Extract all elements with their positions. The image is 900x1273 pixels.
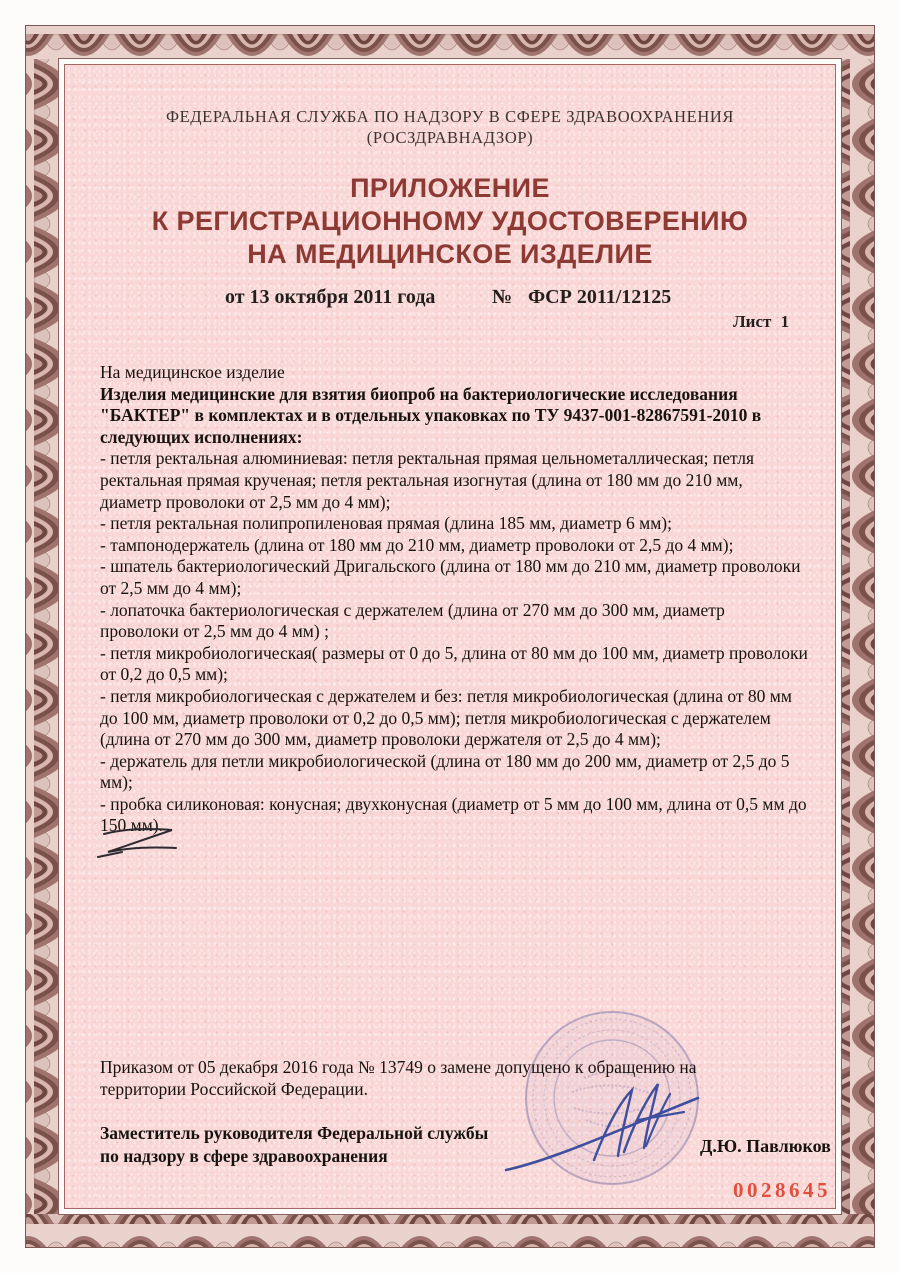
signer-title <box>100 1122 540 1168</box>
signer-title-line-1: Заместитель руководителя Федеральной службы <box>100 1123 489 1143</box>
issue-date: от 13 октября 2011 года <box>225 286 436 308</box>
device-item: - лопаточка бактериологическая с держателем (длина от 270 мм до 300 мм, диаметр проволоки от 2,5 мм до 4 мм) ; <box>100 599 725 642</box>
device-item: - держатель для петли микробиологической (длина от 180 мм до 200 мм, диаметр от 2,5 до 5 мм); <box>100 750 790 793</box>
title-line-1: ПРИЛОЖЕНИЕ <box>350 173 550 203</box>
device-item: - петля микробиологическая( размеры от 0 до 5, длина от 80 мм до 100 мм, диаметр проволоки от 0,2 до 0,5 мм); <box>100 642 808 685</box>
signer-name: Д.Ю. Павлюков <box>700 1136 831 1156</box>
signature-icon <box>498 1068 718 1183</box>
title-line-2: К РЕГИСТРАЦИОННОМУ УДОСТОВЕРЕНИЮ <box>151 206 749 236</box>
title-line-3: НА МЕДИЦИНСКОЕ ИЗДЕЛИЕ <box>247 239 653 269</box>
agency-name: ФЕДЕРАЛЬНАЯ СЛУЖБА ПО НАДЗОРУ В СФЕРЕ ЗДРАВООХРАНЕНИЯ <box>165 107 735 126</box>
certificate-number: ФСР 2011/12125 <box>528 286 672 308</box>
serial-number: 0028645 <box>733 1178 831 1202</box>
z-strike-mark-icon <box>92 824 187 869</box>
device-item: - пробка силиконовая: конусная; двухконусная (диаметр от 5 мм до 100 мм, длина от 0,5 мм до 150 мм). <box>100 793 807 836</box>
device-item: - тампонодержатель (длина от 180 мм до 210 мм, диаметр проволоки от 2,5 до 4 мм); <box>100 534 734 555</box>
product-name: Изделия медицинские для взятия биопроб на бактериологические исследования "БАКТЕР" в комплектах и в отдельных упаковках по ТУ 9437-001-82867591-2010 в следующих исполнениях: <box>100 383 762 447</box>
intro-line: На медицинское изделие <box>100 362 285 382</box>
agency-header <box>70 106 830 148</box>
agency-short-name: (РОСЗДРАВНАДЗОР) <box>366 128 534 147</box>
signer-title-line-2: по надзору в сфере здравоохранения <box>100 1146 388 1166</box>
device-item: - петля ректальная полипропиленовая прямая (длина 185 мм, диаметр 6 мм); <box>100 513 672 534</box>
number-sign: № <box>492 286 513 308</box>
order-note: Приказом от 05 декабря 2016 года № 13749 о замене допущено к обращению на территории Российской Федерации. <box>100 1057 697 1099</box>
sheet-label: Лист 1 <box>733 312 790 331</box>
device-item: - петля микробиологическая с держателем и без: петля микробиологическая (длина от 80 мм до 100 мм, диаметр проволоки от 0,2 до 0,5 мм); петля микробиологическая с держателем (длина от 270 мм до 300 мм, диаметр проволоки держателя от 2,5 до 4 мм); <box>100 685 792 750</box>
page-title <box>70 172 830 271</box>
device-description <box>100 362 808 837</box>
device-item: - шпатель бактериологический Дригальского (длина от 180 мм до 210 мм, диаметр проволоки от 2,5 мм до 4 мм); <box>100 556 801 598</box>
device-item: - петля ректальная алюминиевая: петля ректальная прямая цельнометаллическая; петля ректальная прямая крученая; петля ректальная изогнутая (длина от 180 мм до 210 мм, диаметр проволоки от 2,5 мм до 4 мм); <box>100 448 754 512</box>
